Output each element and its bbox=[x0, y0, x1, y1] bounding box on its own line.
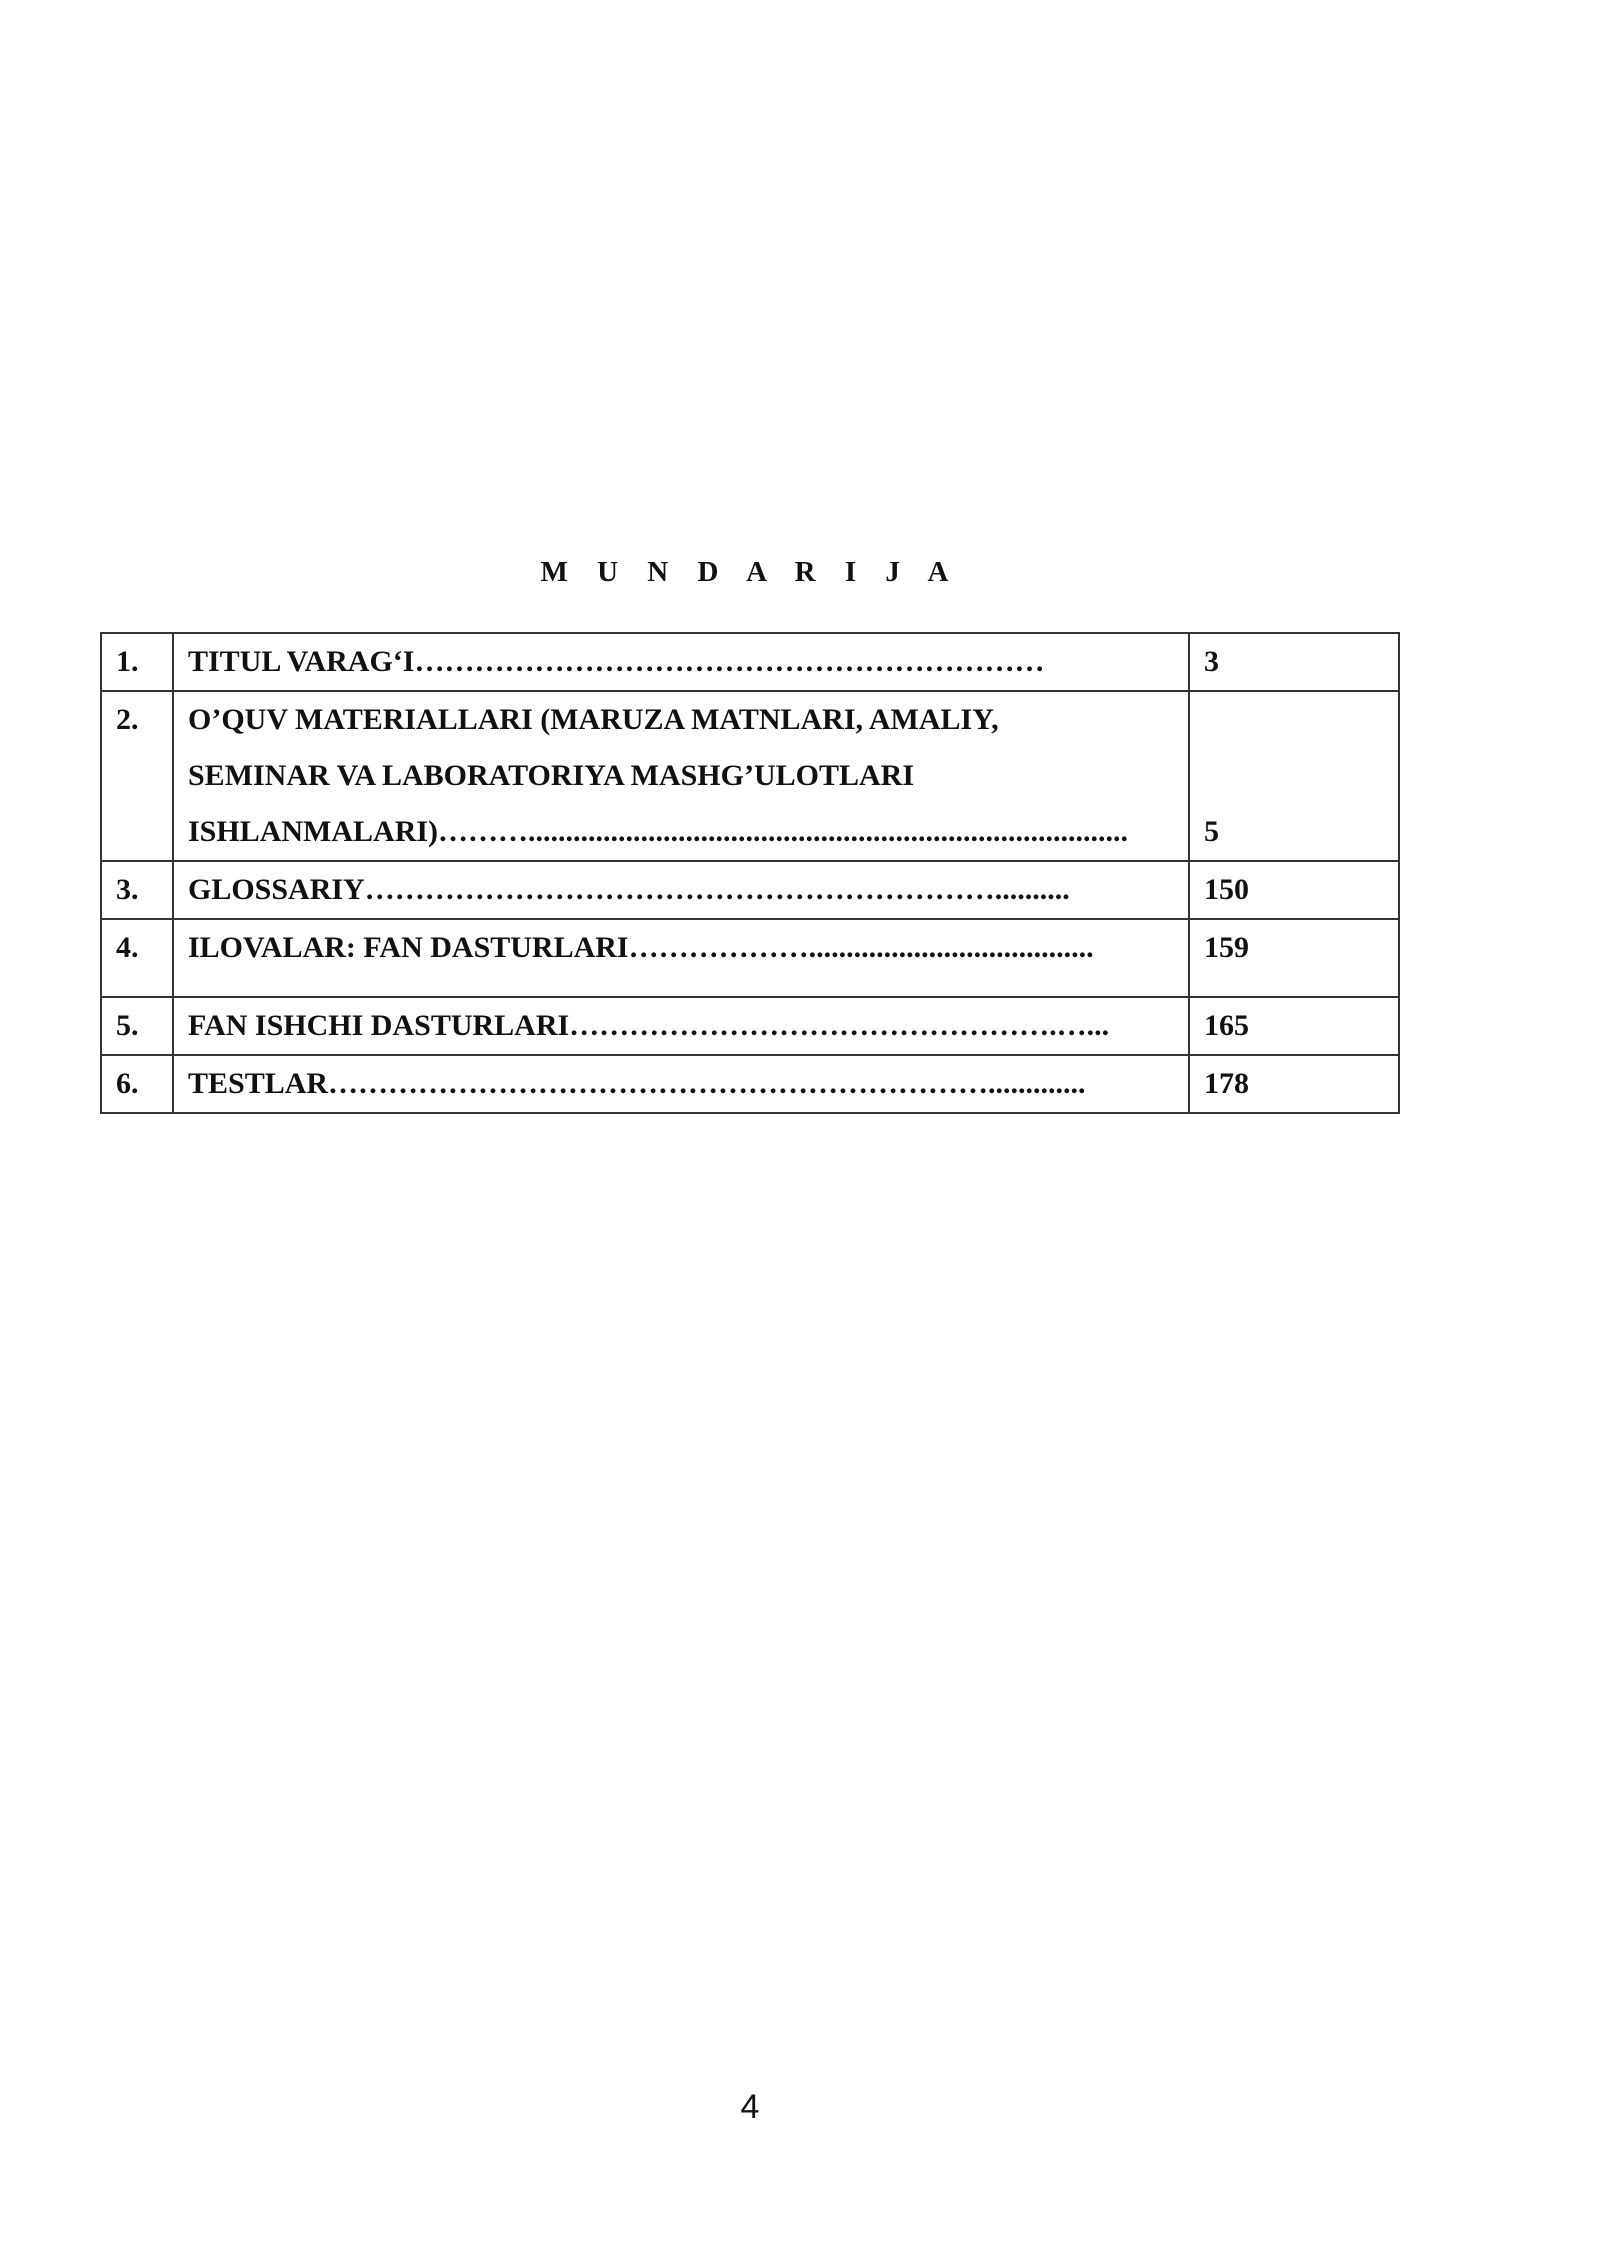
entry-page: 3 bbox=[1189, 633, 1399, 691]
entry-title bbox=[173, 919, 1189, 997]
entry-title-line: FAN ISHCHI DASTURLARI………………………………………….…... bbox=[188, 1009, 1110, 1042]
table-row bbox=[101, 919, 1399, 997]
entry-title-line: ILOVALAR: FAN DASTURLARI………………...................................... bbox=[188, 931, 1094, 964]
table-of-contents bbox=[100, 632, 1400, 1114]
entry-title bbox=[173, 633, 1189, 691]
entry-number: 5. bbox=[101, 997, 173, 1055]
entry-page: 5 bbox=[1189, 691, 1399, 861]
entry-title-line: O’QUV MATERIALLARI (MARUZA MATNLARI, AMALIY, bbox=[188, 703, 999, 736]
entry-title-line: ISHLANMALARI)………................................................................................ bbox=[188, 815, 1129, 848]
entry-title bbox=[173, 861, 1189, 919]
table-row bbox=[101, 1055, 1399, 1113]
page-title: M U N D A R I J A bbox=[540, 556, 960, 588]
entry-title-line: GLOSSARIY……………………………………………………….......... bbox=[188, 873, 1070, 906]
entry-number: 4. bbox=[101, 919, 173, 997]
entry-title-line: SEMINAR VA LABORATORIYA MASHG’ULOTLARI bbox=[188, 759, 914, 792]
table-row bbox=[101, 691, 1399, 861]
entry-page: 150 bbox=[1189, 861, 1399, 919]
entry-page: 159 bbox=[1189, 919, 1399, 997]
table-row bbox=[101, 861, 1399, 919]
entry-title bbox=[173, 1055, 1189, 1113]
entry-title bbox=[173, 691, 1189, 861]
table-row bbox=[101, 633, 1399, 691]
entry-page: 165 bbox=[1189, 997, 1399, 1055]
entry-title-line: TITUL VARAG‘I……………………………………………………… bbox=[188, 645, 1045, 678]
entry-number: 3. bbox=[101, 861, 173, 919]
entry-number: 2. bbox=[101, 691, 173, 861]
table-row bbox=[101, 997, 1399, 1055]
entry-page: 178 bbox=[1189, 1055, 1399, 1113]
entry-number: 6. bbox=[101, 1055, 173, 1113]
page-number: 4 bbox=[740, 2088, 760, 2126]
entry-title-line: TESTLAR…………………………………………………………............. bbox=[188, 1067, 1086, 1100]
entry-title bbox=[173, 997, 1189, 1055]
entry-number: 1. bbox=[101, 633, 173, 691]
